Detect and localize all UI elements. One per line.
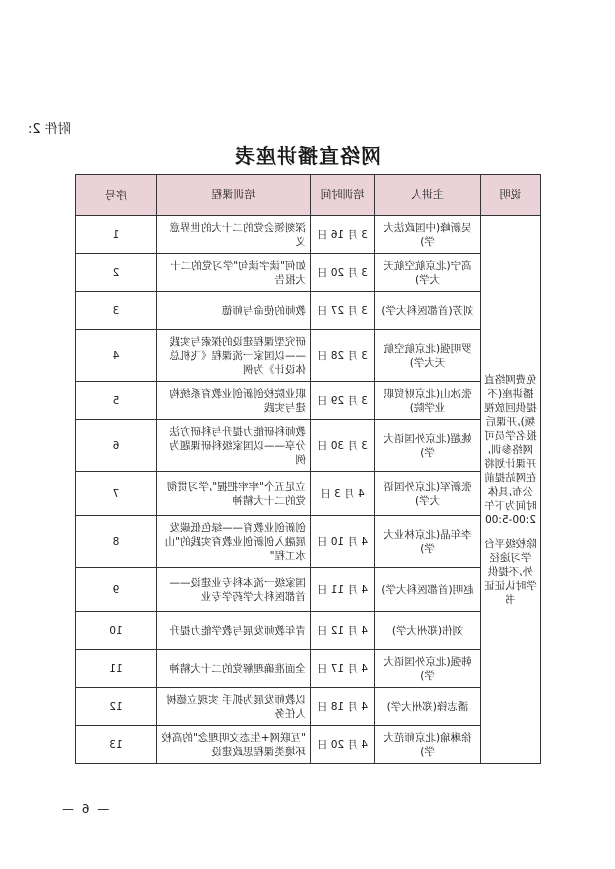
header-speaker: 主讲人 (375, 175, 481, 216)
course-cell: 青年教师发展与教学能力提升 (157, 612, 311, 650)
page-title: 网络直播讲座表 (234, 144, 381, 168)
speaker-cell: 姚超(北京外国语大学) (375, 420, 481, 472)
course-cell: 立足五个"牢牢把握",学习贯彻党的二十大精神 (157, 472, 311, 516)
time-cell: 4 月 10 日 (311, 516, 375, 568)
table-row (76, 726, 541, 764)
time-cell: 4 月 20 日 (311, 726, 375, 764)
no-cell: 9 (76, 568, 157, 612)
time-cell: 3 月 20 日 (311, 254, 375, 292)
attachment-label: 附件 2: (28, 122, 71, 137)
time-cell: 4 月 12 日 (311, 612, 375, 650)
time-cell: 4 月 3 日 (311, 472, 375, 516)
speaker-cell: 李年晶(北京林业大学) (375, 516, 481, 568)
speaker-cell: 高宁(北京航空航天大学) (375, 254, 481, 292)
course-cell: 创新创业教育——绿色低碳发展融入创新创业教育实践的"山水工程" (157, 516, 311, 568)
no-cell: 11 (76, 650, 157, 688)
course-cell: 全面准确理解党的二十大精神 (157, 650, 311, 688)
course-cell: "互联网+生态文明理念"的高校环境类课程思政建设 (157, 726, 311, 764)
no-cell: 1 (76, 216, 157, 254)
table-row (76, 292, 541, 330)
course-cell: 教师的使命与师德 (157, 292, 311, 330)
note-cell (481, 216, 541, 764)
time-cell: 4 月 11 日 (311, 568, 375, 612)
no-cell: 13 (76, 726, 157, 764)
speaker-cell: 刘伟(郑州大学) (375, 612, 481, 650)
course-cell: 深刻领会党的二十大的世界意义 (157, 216, 311, 254)
note-text-2: 除校级平台学习途径外,不提供学时认证证书 (484, 537, 537, 606)
time-cell: 3 月 30 日 (311, 420, 375, 472)
table-row (76, 420, 541, 472)
time-cell: 3 月 28 日 (311, 330, 375, 382)
no-cell: 5 (76, 382, 157, 420)
speaker-cell: 张新军(北京外国语大学) (375, 472, 481, 516)
table-row (76, 216, 541, 254)
no-cell: 6 (76, 420, 157, 472)
table-row (76, 472, 541, 516)
speaker-cell: 张冰山(北京财贸职业学院) (375, 382, 481, 420)
table-row (76, 688, 541, 726)
page-number: — 6 — (60, 802, 110, 816)
time-cell: 4 月 17 日 (311, 650, 375, 688)
table-header-row (76, 175, 541, 216)
course-cell: 如何"读字读句"学习党的二十大报告 (157, 254, 311, 292)
speaker-cell: 韩强(北京外国语大学) (375, 650, 481, 688)
header-note: 说明 (481, 175, 541, 216)
no-cell: 4 (76, 330, 157, 382)
course-cell: 国家级一流本科专业建设——首都医科大学药学专业 (157, 568, 311, 612)
no-cell: 8 (76, 516, 157, 568)
speaker-cell: 徐琳瑜(北京师范大学) (375, 726, 481, 764)
table-row (76, 382, 541, 420)
table-row (76, 330, 541, 382)
time-cell: 3 月 29 日 (311, 382, 375, 420)
speaker-cell: 潘志锋(郑州大学) (375, 688, 481, 726)
no-cell: 3 (76, 292, 157, 330)
course-cell: 教师科研能力提升与科研方法分享——以国家级科研课题为例 (157, 420, 311, 472)
time-cell: 4 月 18 日 (311, 688, 375, 726)
note-text-1: 免费网络直播讲座(不提供回放视频),开课后报名学员可网络参训,开课计划将在网站提前公布,具体时间为下午 2:00-5:00 (484, 373, 537, 526)
table-row (76, 568, 541, 612)
no-cell: 2 (76, 254, 157, 292)
header-course: 培训课程 (157, 175, 311, 216)
table-row (76, 612, 541, 650)
table-row (76, 650, 541, 688)
speaker-cell: 罗明强(北京航空航天大学) (375, 330, 481, 382)
header-time: 培训时间 (311, 175, 375, 216)
course-cell: 职业院校创新创业教育系统构建与实践 (157, 382, 311, 420)
speaker-cell: 吴新峰(中国政法大学) (375, 216, 481, 254)
lecture-table (75, 174, 541, 764)
no-cell: 7 (76, 472, 157, 516)
header-no: 序号 (76, 175, 157, 216)
speaker-cell: 赵明(首都医科大学) (375, 568, 481, 612)
speaker-cell: 刘芳(首都医科大学) (375, 292, 481, 330)
table-row (76, 254, 541, 292)
time-cell: 3 月 27 日 (311, 292, 375, 330)
table-row (76, 516, 541, 568)
no-cell: 12 (76, 688, 157, 726)
course-cell: 研究型课程建设的探索与实践——以国家一流课程《飞机总体设计》为例 (157, 330, 311, 382)
course-cell: 以教师发展为抓手 实现立德树人任务 (157, 688, 311, 726)
time-cell: 3 月 16 日 (311, 216, 375, 254)
no-cell: 10 (76, 612, 157, 650)
